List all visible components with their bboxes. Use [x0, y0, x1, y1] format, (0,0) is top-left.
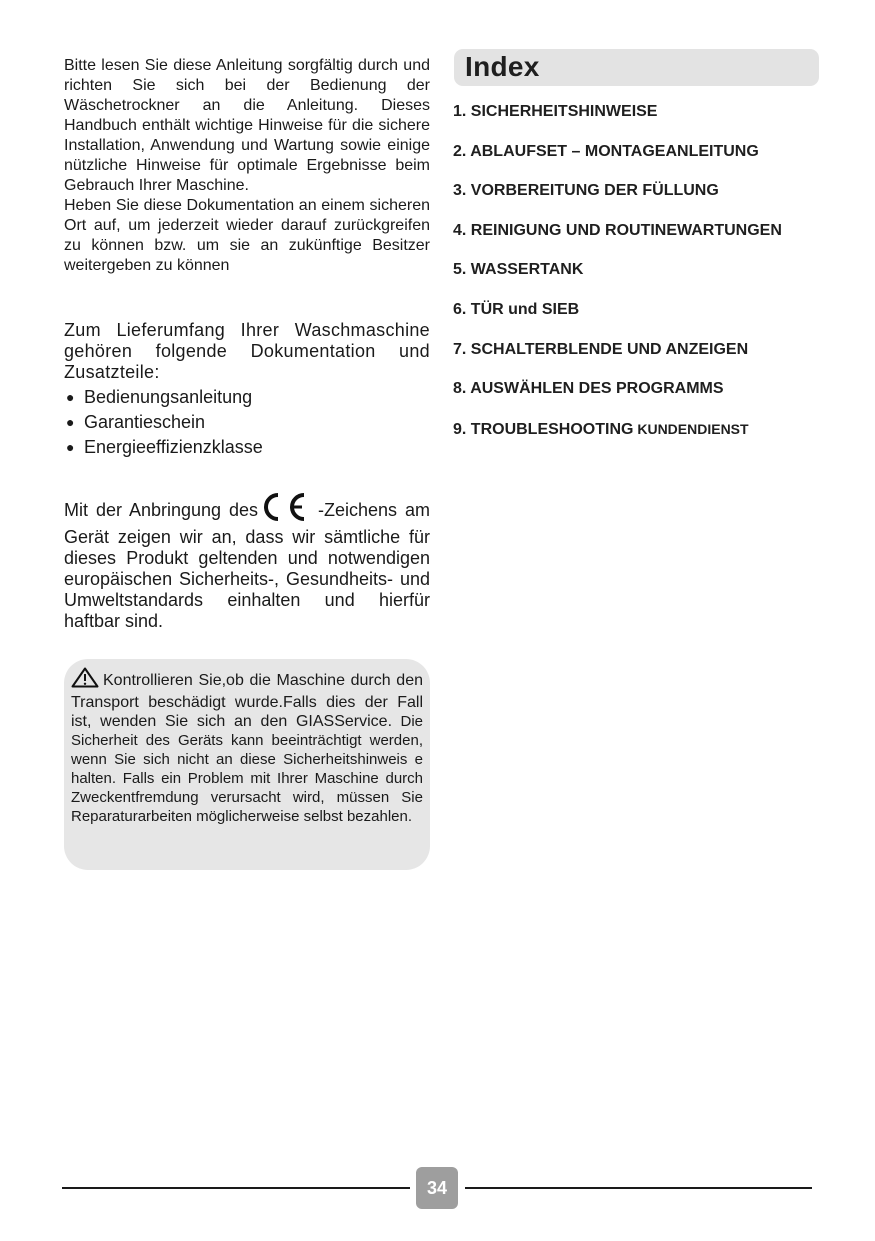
list-item: ● Garantieschein — [66, 412, 206, 432]
table-of-contents — [453, 101, 833, 457]
bullet-icon: ● — [66, 389, 75, 405]
toc-item: 4. REINIGUNG UND ROUTINEWARTUNGEN — [453, 221, 782, 239]
toc-item: 3. VORBEREITUNG DER FÜLLUNG — [453, 182, 719, 200]
documentation-intro: Zum Lieferumfang Ihrer Waschmaschine gehören folgende Dokumentation und Zusatzteile: — [64, 320, 430, 382]
footer-divider-right — [465, 1187, 812, 1189]
toc-item: 1. SICHERHEITSHINWEISE — [453, 103, 658, 120]
toc-item: 8. AUSWÄHLEN DES PROGRAMMS — [453, 380, 724, 398]
intro-text — [64, 56, 430, 276]
index-header — [454, 49, 819, 86]
ce-paragraph: Mit der Anbringung des -Zeichens am Gerät zeigen wir an, dass wir sämtliche für dieses Produkt geltenden und notwendigen europäischen Sicherheits-, Gesundheits- und Umweltstandards einhalten und hierfür haftbar sind. — [64, 492, 430, 632]
index-title: Index — [465, 51, 540, 82]
toc-item: 2. ABLAUFSET – MONTAGEANLEITUNG — [453, 142, 759, 160]
footer-divider-left — [62, 1187, 410, 1189]
ce-section — [64, 492, 430, 632]
list-item: ● Energieeffizienzklasse — [66, 437, 263, 457]
page-number: 34 — [416, 1167, 458, 1209]
documentation-list — [64, 387, 430, 458]
toc-item: 5. WASSERTANK — [453, 261, 584, 279]
toc-item: 6. TÜR und SIEB — [453, 300, 580, 318]
warning-text: Kontrollieren Sie,ob die Maschine durch den Transport beschädigt wurde.Falls dies der Fall ist, wenden Sie sich an den GIASService. Die Sicherheit des Geräts kann beeinträchtigt werden, wenn Sie sich nicht an diese Sicherheitshinweis e halten. Falls ein Problem mit Ihrer Maschine durch Zweckentfremdung verursacht wird, müssen Sie Reparaturarbeiten möglicherweise selbst bezahlen. — [71, 667, 423, 826]
list-item: ● Bedienungsanleitung — [66, 387, 253, 407]
intro-paragraph-1: Bitte lesen Sie diese Anleitung sorgfältig durch und richten Sie sich bei der Bedienung der Wäschetrockner an die Anleitung. Dieses Handbuch enthält wichtige Hinweise für die sichere Installation, Anwendung und Wartung sowie einige nützliche Hinweise für optimale Ergebnisse beim Gebrauch Ihrer Maschine. — [64, 57, 430, 194]
intro-paragraph-2: Heben Sie diese Dokumentation an einem sicheren Ort auf, um jederzeit wieder darauf zurückgreifen zu können bzw. um sie an zukünftige Besitzer weitergeben zu können — [64, 197, 430, 274]
left-column — [64, 56, 430, 632]
documentation-list-section — [64, 320, 430, 458]
ce-mark-icon — [258, 492, 308, 527]
bullet-icon: ● — [66, 414, 75, 430]
bullet-icon: ● — [66, 439, 75, 455]
warning-box — [64, 659, 430, 870]
warning-triangle-icon — [71, 667, 99, 693]
toc-item: 7. SCHALTERBLENDE UND ANZEIGEN — [453, 340, 749, 358]
toc-item: 9. TROUBLESHOOTING KUNDENDIENST — [453, 420, 749, 438]
